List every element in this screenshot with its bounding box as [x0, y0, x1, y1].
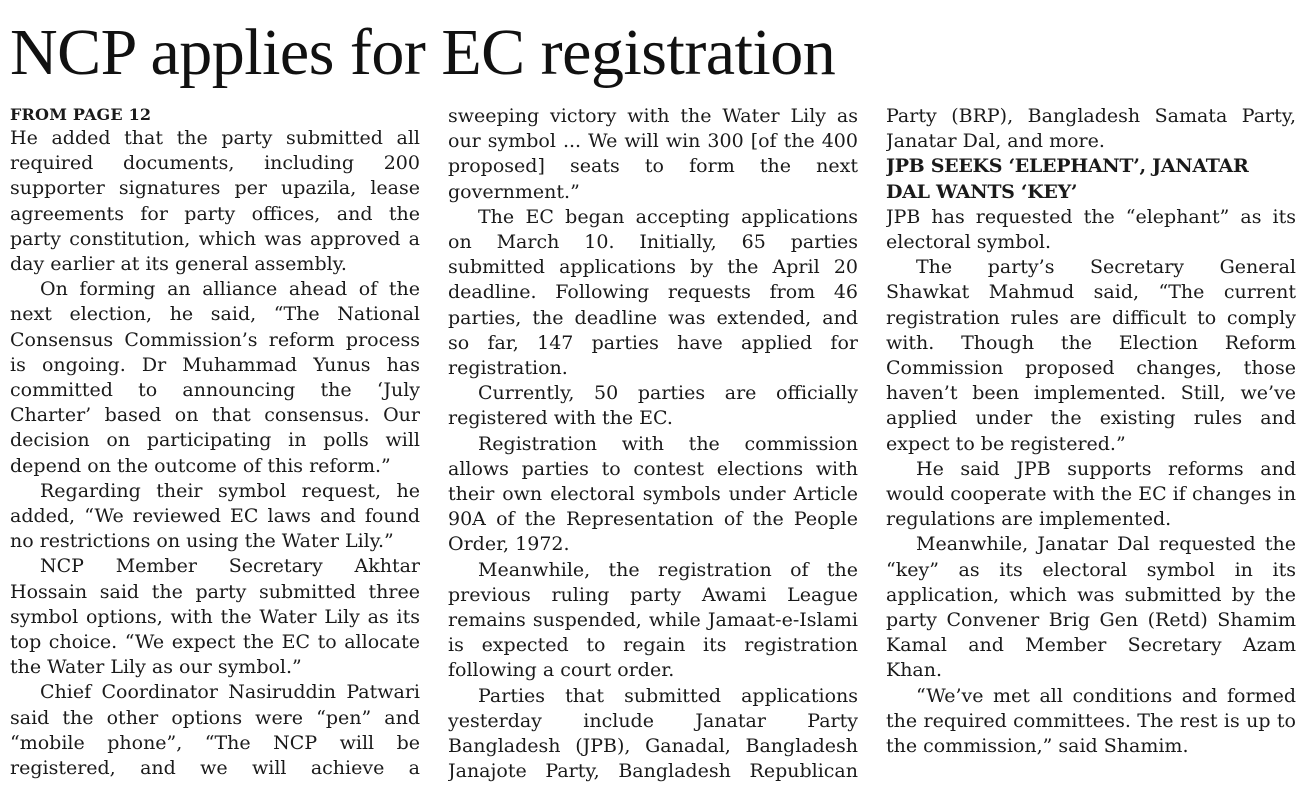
paragraph: JPB has requested the “elephant” as its electoral symbol. — [886, 205, 1296, 254]
paragraph: Currently, 50 parties are officially registered with the EC. — [448, 382, 858, 430]
paragraph: He said JPB supports reforms and would cooperate with the EC if changes in regulations are implemented. — [886, 457, 1296, 531]
paragraph: NCP Member Secretary Akhtar Hossain said the party submitted three symbol options, with the Water Lily as its top choice. “We expect the EC to allocate the Water Lily as our symbol.” — [10, 555, 420, 679]
paragraph: Party (BRP), Bangladesh Samata Party, Janatar Dal, and more. — [886, 105, 1296, 153]
paragraph: Meanwhile, the registration of the previous ruling party Awami League remains suspended, while Jamaat-e-Islami is expected to regain its registration following a court order. — [448, 558, 858, 682]
paragraph: On forming an alliance ahead of the next election, he said, “The National Consensus Commission’s reform process is ongoing. Dr Muhammad Yunus has committed to announcing the ‘July Charter’ based on that consensus. Our decision on participating in polls will depend on the outcome of this reform.” — [10, 278, 420, 477]
article-column-1 — [10, 104, 420, 796]
paragraph: Meanwhile, Janatar Dal requested the “key” as its electoral symbol in its application, which was submitted by the party Convener Brig Gen (Retd) Shamim Kamal and Member Secretary Azam Khan. — [886, 533, 1296, 682]
paragraph: “We’ve met all conditions and formed the required committees. The rest is up to the commission,” said Shamim. — [886, 684, 1296, 758]
paragraph: Chief Coordinator Nasiruddin Patwari said the other options were “pen” and “mobile phone”, “The NCP will be registered, and we will achieve a — [10, 681, 420, 780]
paragraph: He added that the party submitted all required documents, including 200 supporter signatures per upazila, lease agreements for party offices, and the party constitution, which was approved a day earlier at its general assembly. — [10, 127, 420, 276]
article-column-2 — [448, 104, 858, 796]
paragraph: Regarding their symbol request, he added, “We reviewed EC laws and found no restrictions on using the Water Lily.” — [10, 479, 420, 553]
paragraph: Registration with the commission allows parties to contest elections with their own electoral symbols under Article 90A of the Representation of the People Order, 1972. — [448, 432, 858, 556]
article-column-3 — [886, 104, 1296, 796]
kicker: FROM PAGE 12 — [10, 105, 152, 124]
subheading: JPB SEEKS ‘ELEPHANT’, JANATAR DAL WANTS ‘KEY’ — [886, 155, 1249, 203]
paragraph: Parties that submitted applications yesterday include Janatar Party Bangladesh (JPB), Ganadal, Bangladesh Janajote Party, Bangladesh Republican — [448, 684, 858, 783]
paragraph: sweeping victory with the Water Lily as our symbol ... We will win 300 [of the 400 proposed] seats to form the next government.” — [448, 105, 858, 203]
headline: NCP applies for EC registration — [10, 16, 836, 89]
paragraph: The EC began accepting applications on March 10. Initially, 65 parties submitted applications by the April 20 deadline. Following requests from 46 parties, the deadline was extended, and so far, 147 parties have applied for registration. — [448, 205, 858, 380]
paragraph: The party’s Secretary General Shawkat Mahmud said, “The current registration rules are difficult to comply with. Though the Election Reform Commission proposed changes, those haven’t been implemented. Still, we’ve applied under the existing rules and expect to be registered.” — [886, 256, 1296, 455]
